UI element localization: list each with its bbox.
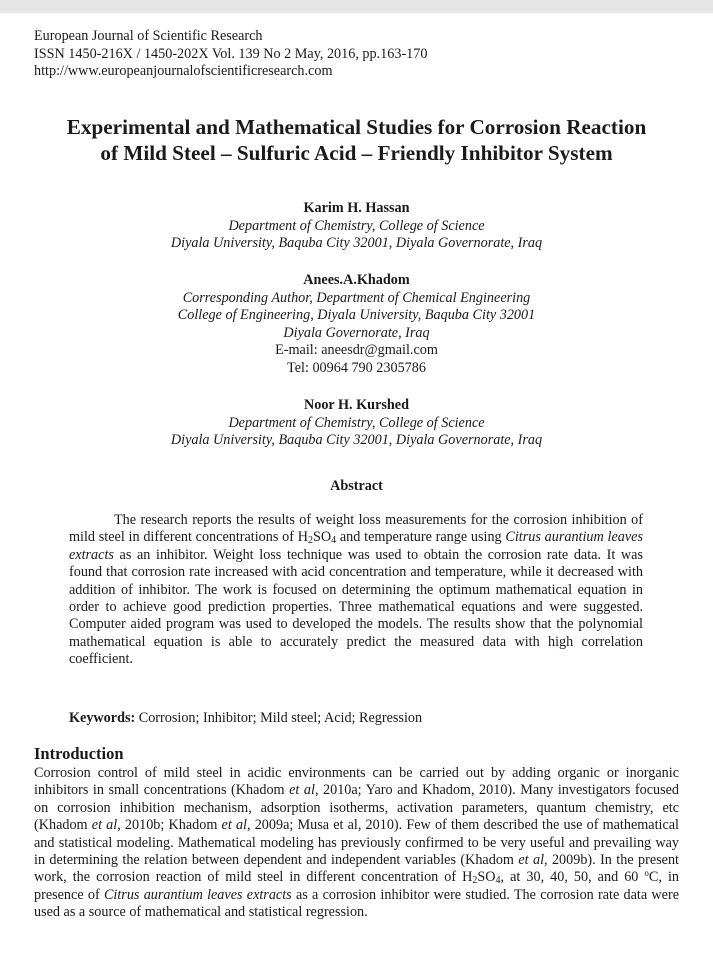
- top-band: [0, 0, 713, 13]
- intro-text: , 2010b; Khadom: [117, 817, 222, 834]
- intro-text: as a corrosion inhibitor were studied. The corrosion rate data were used as a source of mathematical and statistical regression.: [34, 886, 679, 921]
- author-name: Noor H. Kurshed: [304, 397, 409, 413]
- abstract-heading: Abstract: [330, 478, 383, 494]
- formula-sub: 4: [495, 875, 501, 887]
- intro-text: C, in presence of: [34, 869, 679, 903]
- introduction-heading: Introduction: [34, 744, 124, 763]
- author-phone: Tel: 00964 790 2305786: [287, 359, 426, 376]
- author-affiliation: Department of Chemistry, College of Science: [228, 414, 485, 431]
- keywords: [69, 710, 422, 727]
- paper-title: [20, 114, 693, 166]
- intro-italic: Citrus aurantium leaves extracts: [103, 886, 292, 903]
- degree-sup: o: [644, 868, 649, 879]
- abstract-text: as an inhibitor. Weight loss technique was used to obtain the corrosion rate data. It was found that corrosion rate increased with acid concentration and temperature, while it decreased with addition of inhibitor. The work is focused on determining the optimum mathematical equation in order to achieve good prediction properties. Three mathematical equations and were suggested. Computer aided program was used to developed the models. The results show that the polynomial mathematical equation is able to accurately predict the measured data with high correlation coefficient.: [69, 546, 643, 668]
- author-affiliation: Diyala University, Baquba City 32001, Diyala Governorate, Iraq: [170, 432, 543, 448]
- intro-italic: et al: [221, 817, 247, 834]
- author-name: Anees.A.Khadom: [303, 272, 410, 288]
- title-line-2: of Mild Steel – Sulfuric Acid – Friendly Inhibitor System: [100, 141, 613, 165]
- formula-sub: 4: [331, 535, 337, 547]
- intro-text: , 2009b). In the present work, the corrosion reaction of mild steel in different concentration of: [34, 852, 679, 886]
- intro-text: Corrosion control of mild steel in acidic environments can be carried out by adding organic or inorganic inhibitors in small concentrations (Khadom: [34, 765, 679, 799]
- author-affiliation: Diyala University, Baquba City 32001, Diyala Governorate, Iraq: [170, 235, 543, 251]
- intro-text: , 2009a; Musa et al, 2010). Few of them described the use of mathematical and statistical modeling. Mathematical modeling has previously confirmed to be very useful and prevailing way in determining the relation between dependent and independent variables (Khadom: [34, 817, 679, 869]
- abstract-text: and temperature range using: [336, 529, 506, 546]
- formula-h: H: [297, 529, 308, 546]
- author-affiliation: Department of Chemistry, College of Science: [228, 217, 485, 234]
- author-affiliation: College of Engineering, Diyala University, Baquba City 32001: [177, 307, 536, 323]
- journal-name: European Journal of Scientific Research: [34, 28, 263, 44]
- title-line-1: Experimental and Mathematical Studies for Corrosion Reaction: [66, 115, 647, 139]
- abstract-text: The research reports the results of weight loss measurements for the corrosion inhibition of mild steel in different concentrations of: [69, 512, 643, 546]
- intro-italic: et al: [289, 782, 315, 799]
- abstract-body: [69, 512, 643, 669]
- journal-issn: ISSN 1450-216X / 1450-202X Vol. 139 No 2 May, 2016, pp.163-170: [34, 45, 428, 62]
- formula-so: SO: [312, 529, 332, 546]
- intro-italic: et al: [91, 817, 118, 834]
- intro-text: , at 30, 40, 50, and 60: [500, 869, 645, 886]
- keywords-text: Corrosion; Inhibitor; Mild steel; Acid; Regression: [138, 710, 423, 726]
- formula-so: SO: [477, 869, 496, 886]
- abstract-italic: Citrus aurantium leaves extracts: [69, 529, 643, 563]
- formula-h: H: [462, 869, 473, 886]
- formula-sub: 2: [307, 535, 313, 547]
- abstract-paragraph: [69, 512, 643, 669]
- author-affiliation: Diyala Governorate, Iraq: [283, 324, 430, 341]
- author-2: [0, 272, 713, 377]
- journal-url[interactable]: http://www.europeanjournalofscientificresearch.com: [34, 63, 333, 79]
- author-1: [0, 200, 713, 253]
- author-name: Karim H. Hassan: [303, 200, 410, 216]
- intro-text: , 2010a; Yaro and Khadom, 2010). Many investigators focused on corrosion inhibition mechanism, adsorption isotherms, activation parameters, quantum chemistry, etc (Khadom: [34, 782, 679, 834]
- intro-italic: et al: [518, 852, 545, 869]
- journal-header: [34, 28, 427, 81]
- introduction-body: [34, 765, 679, 922]
- author-3: [0, 397, 713, 450]
- introduction-paragraph: [34, 765, 679, 922]
- author-email[interactable]: E-mail: aneesdr@gmail.com: [275, 342, 438, 358]
- author-affiliation: Corresponding Author, Department of Chemical Engineering: [182, 289, 531, 306]
- formula-sub: 2: [472, 875, 478, 887]
- keywords-label: Keywords:: [69, 710, 136, 726]
